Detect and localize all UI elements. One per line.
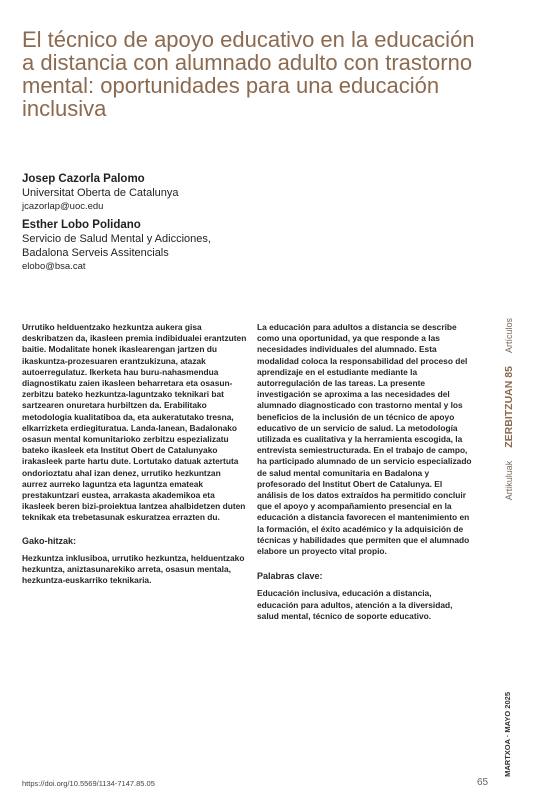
author-name: Josep Cazorla Palomo [22,173,145,185]
sidebar-section-spanish: Artículos [504,318,514,354]
affiliation-line: Badalona Serveis Assitencials [22,247,169,259]
author-email[interactable]: elobo@bsa.cat [22,261,86,272]
sidebar-date: MARTXOA · MAYO 2025 [503,692,512,777]
author-block [22,170,322,274]
abstract-spanish-column [257,322,475,622]
abstract-basque-column [22,322,247,586]
doi-link[interactable]: https://doi.org/10.5569/1134-7147.85.05 [22,779,155,788]
keywords-basque: Hezkuntza inklusiboa, urrutiko hezkuntza, helduentzako hezkuntza, aniztasunarekiko arreta, osasun mentala, hezkuntza-euskarriko teknikaria. [22,552,245,586]
sidebar-section-basque: Artikuluak [504,460,514,501]
affiliation-line: Universitat Oberta de Catalunya [22,187,179,199]
keywords-spanish-title: Palabras clave: [257,571,323,582]
author-affiliation [22,232,322,260]
keywords-basque-title: Gako-hitzak: [22,535,77,546]
page-number: 65 [477,777,489,788]
author-affiliation [22,186,322,200]
keywords-spanish: Educación inclusiva, educación a distancia, educación para adultos, atención a la diversidad, salud mental, técnico de soporte educativo. [257,588,453,621]
author-email[interactable]: jcazorlap@uoc.edu [22,201,104,212]
article-title: El técnico de apoyo educativo en la educación a distancia con alumnado adulto con trastorno mental: oportunidades para una educación inclusiva [22,27,475,121]
abstract-spanish: La educación para adultos a distancia se describe como una oportunidad, ya que responde a las necesidades individuales del alumnado. Esta modalidad coloca la responsabilidad del proceso del aprendizaje en el estudiante mediante la autorregulación de las tareas. La presente investigación se aproxima a las necesidades del alumnado diagnosticado con trastorno mental y los beneficios de la inclusión de un técnico de apoyo educativo de un servicio de salud. La metodología utilizada es cualitativa y la herramienta escogida, la entrevista semiestructurada. En el trabajo de campo, ha participado alumnado de un servicio especializado de salud mental comunitaria en Badalona y profesorado del Institut Obert de Catalunya. El análisis de los datos extraídos ha permitido concluir que el apoyo y acompañamiento presencial en la educación a distancia favorecen el mantenimiento en la formación, el éxito académico y la adquisición de técnicas y habilidades que permiten que el alumnado elabore un proyecto vital propio. [257,322,472,557]
affiliation-line: Servicio de Salud Mental y Adicciones, [22,233,211,245]
abstract-basque: Urrutiko helduentzako hezkuntza aukera gisa deskribatzen da, ikasleen premia indibidualei erantzuten baitie. Modalitate honek ikaslearengan jartzen du ikaskuntza-prozesuaren erantzukizuna, atazak autoerregulatuz. Ikerketa hau buru-nahasmendua diagnostikatu zaien ikasleen beharretara eta osasun-zerbitzu bateko hezkuntza-laguntzako teknikari bat sartzearen onuretara hurbiltzen da. Erabilitako metodologia kualitatiboa da, eta aukeratutako tresna, elkarrizketa erdiegituratua. Landa-lanean, Badalonako osasun mental komunitarioko zerbitzu espezializatu bateko ikasleek eta Institut Obert de Catalunyako irakasleek parte hartu dute. Lortutako datuak aztertuta ondorioztatu ahal izan denez, urrutiko hezkuntzan aurrez aurreko laguntza eta laguntza emateak prestakuntzari eustea, arrakasta akademikoa eta ikasleek beren bizi-proiektua lantzea ahalbidetzen duten teknikak eta trebetasunak eskuratzea errazten du. [22,322,247,523]
sidebar-running-head [503,318,515,500]
sidebar-issue: ZERBITZUAN 85 [503,366,515,448]
author-name: Esther Lobo Polidano [22,219,141,231]
